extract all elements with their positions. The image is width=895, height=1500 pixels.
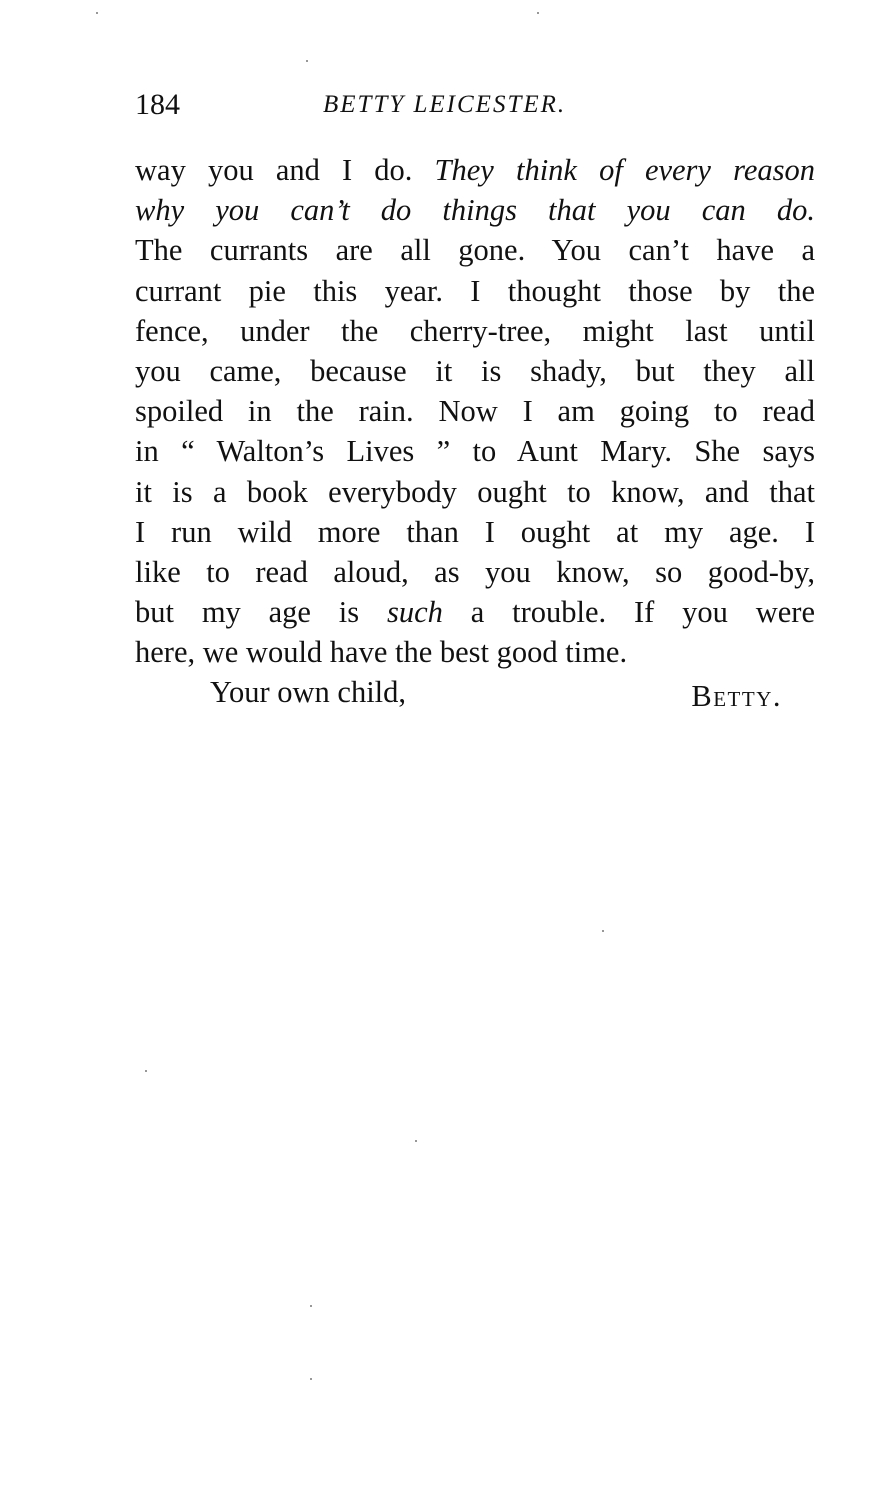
text-line (135, 391, 815, 431)
text-run: currant pie this year. I thought those by the (135, 273, 815, 308)
text-line (135, 592, 815, 632)
scan-speck (602, 930, 604, 932)
text-run: The currants are all gone. You can’t have a (135, 233, 815, 268)
scan-speck (310, 1378, 312, 1380)
text-line (135, 632, 815, 672)
text-run: in “ Walton’s Lives ” to Aunt Mary. She says (135, 434, 815, 469)
scan-speck (537, 12, 539, 14)
scan-speck (96, 12, 98, 14)
scan-speck (145, 1070, 147, 1072)
scan-speck (415, 1140, 417, 1142)
text-line (135, 311, 815, 351)
text-line (135, 431, 815, 471)
letter-body (135, 150, 815, 672)
letter-signoff (210, 672, 782, 712)
scan-speck (310, 1305, 312, 1307)
running-title: BETTY LEICESTER. (323, 91, 567, 118)
text-line (135, 552, 815, 592)
text-run: it is a book everybody ought to know, and that (135, 474, 815, 509)
italic-run: why you can’t do things that you can do. (135, 193, 815, 228)
text-run: way you and I do. (135, 153, 435, 187)
text-run: I run wild more than I ought at my age. I (135, 514, 815, 549)
text-line (135, 230, 815, 270)
text-run: spoiled in the rain. Now I am going to read (135, 394, 815, 429)
text-run: fence, under the cherry-tree, might last until (135, 313, 815, 348)
scan-speck (306, 60, 308, 62)
text-run: like to read aloud, as you know, so good-by, (135, 554, 815, 589)
text-line (135, 190, 815, 230)
closing-line: Your own child, (210, 675, 407, 709)
italic-run: such (386, 595, 443, 630)
text-run: you came, because it is shady, but they all (135, 353, 815, 388)
italic-run: They think of every reason (434, 153, 815, 187)
text-run: a trouble. If you were (442, 595, 815, 630)
text-line (135, 472, 815, 512)
text-line (135, 351, 815, 391)
text-line (135, 150, 815, 190)
page-number: 184 (135, 88, 180, 121)
text-line (135, 512, 815, 552)
page-header (135, 88, 815, 128)
text-line (135, 271, 815, 311)
text-run: but my age is (135, 595, 387, 630)
signature: Betty. (691, 679, 782, 713)
text-run: here, we would have the best good time. (135, 635, 628, 670)
